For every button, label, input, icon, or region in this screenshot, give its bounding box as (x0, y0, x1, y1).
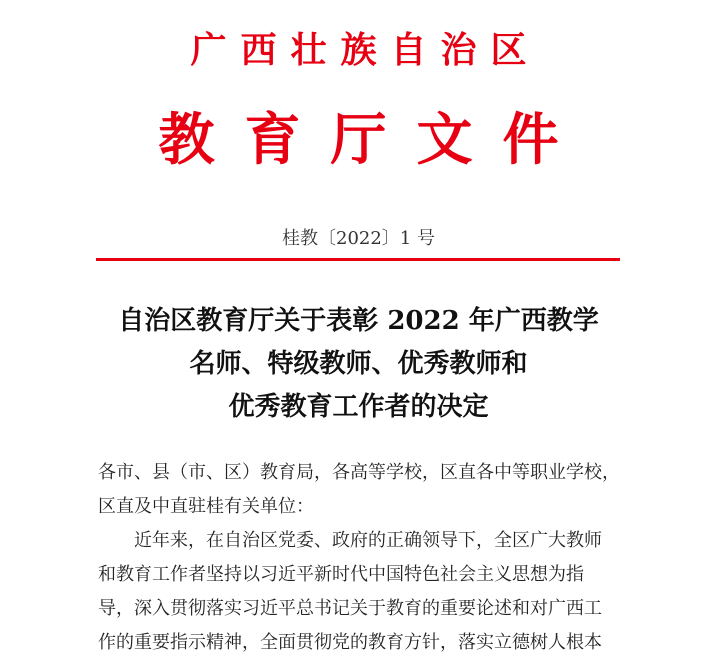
title-line-1: 自治区教育厅关于表彰 2022 年广西教学 (118, 306, 599, 336)
addressee-line-2: 区直及中直驻桂有关单位： (98, 496, 314, 517)
red-separator-line (96, 258, 620, 261)
body-paragraph-line-2: 和教育工作者坚持以习近平新时代中国特色社会主义思想为指 (98, 564, 584, 585)
document-number: 桂教〔2022〕1 号 (282, 228, 435, 249)
body-paragraph-line-3: 导，深入贯彻落实习近平总书记关于教育的重要论述和对广西工 (98, 598, 602, 619)
title-line-3: 优秀教育工作者的决定 (228, 392, 489, 422)
addressee-line-1: 各市、县（市、区）教育局，各高等学校，区直各中等职业学校， (98, 462, 620, 483)
title-line-2: 名师、特级教师、优秀教师和 (189, 349, 528, 379)
document-title (0, 300, 717, 429)
document-body (98, 456, 620, 660)
document-type-header: 教育厅文件 (158, 107, 589, 173)
body-paragraph-line-4: 作的重要指示精神，全面贯彻党的教育方针，落实立德树人根本 (98, 632, 602, 653)
issuing-org-header: 广西壮族自治区 (190, 29, 541, 71)
body-paragraph-line-1: 近年来，在自治区党委、政府的正确领导下，全区广大教师 (134, 530, 602, 551)
